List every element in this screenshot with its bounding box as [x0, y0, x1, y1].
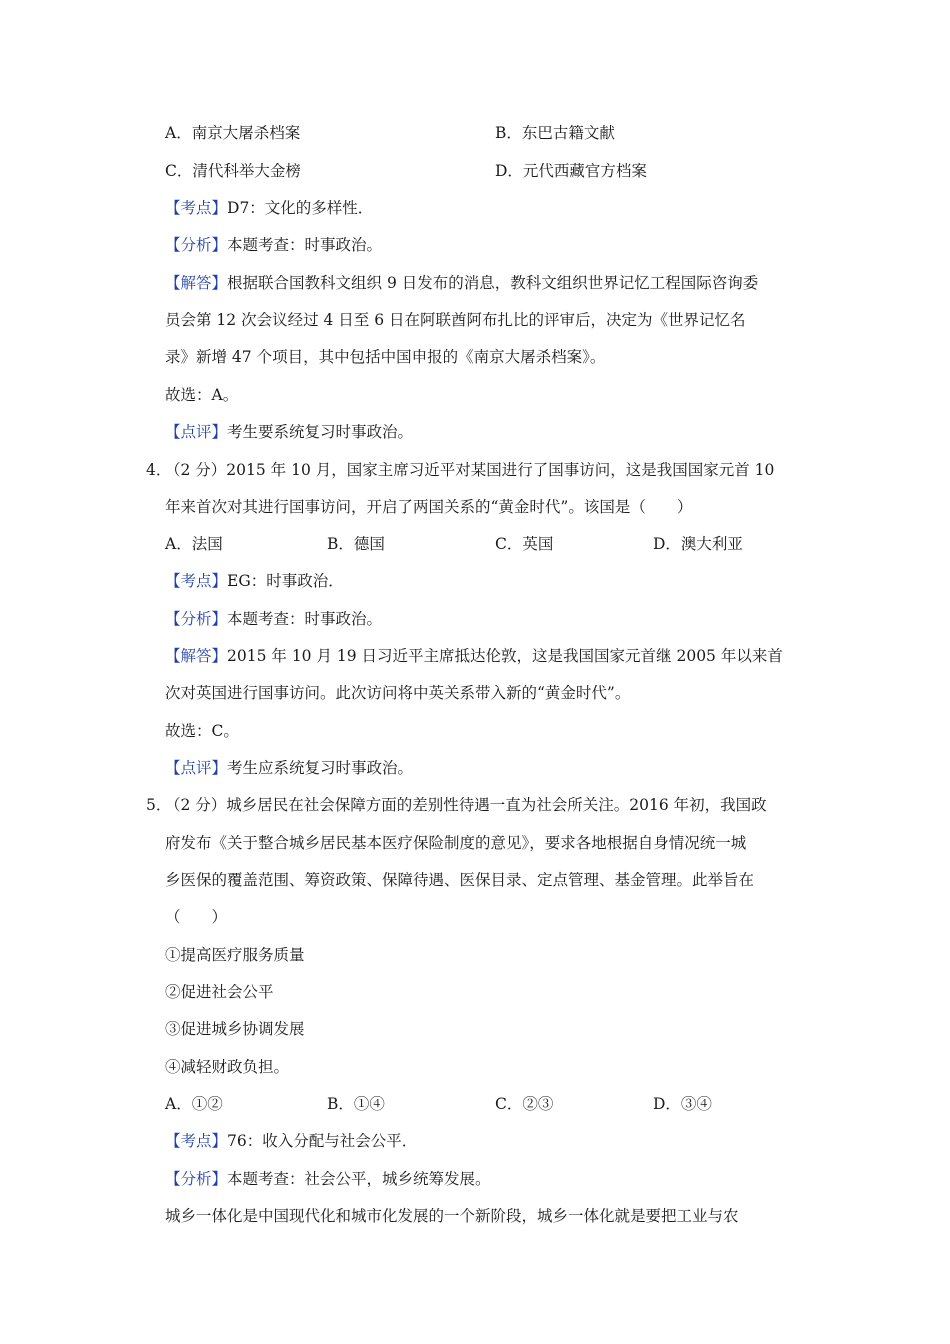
q4-fenxi	[165, 608, 382, 630]
dianping-text: 考生要系统复习时事政治。	[227, 423, 414, 441]
q5-stem-line-3: 乡医保的覆盖范围、筹资政策、保障待遇、医保目录、定点管理、基金管理。此举旨在	[165, 871, 755, 889]
q4-jieda-line-1	[165, 645, 783, 667]
q3-answer: 故选：A。	[165, 386, 239, 404]
q5-number: 5．	[146, 796, 172, 814]
q4-stem-line-2: 年来首次对其进行国事访问，开启了两国关系的“黄金时代”。该国是（ ）	[165, 498, 693, 516]
q4-option-d: D．澳大利亚	[653, 535, 743, 553]
q3-option-a: A．南京大屠杀档案	[165, 124, 301, 142]
kaodian-text: 76：收入分配与社会公平．	[227, 1132, 418, 1150]
q4-dianping	[165, 757, 413, 779]
q3-fenxi	[165, 234, 382, 256]
kaodian-tag: 【考点】	[165, 1132, 228, 1150]
kaodian-tag: 【考点】	[165, 199, 228, 217]
q5-option-d: D．③④	[653, 1095, 712, 1113]
q5-analysis-line: 城乡一体化是中国现代化和城市化发展的一个新阶段，城乡一体化就是要把工业与农	[165, 1207, 739, 1225]
q5-option-a: A．①②	[165, 1095, 223, 1113]
q4-number: 4．	[146, 461, 172, 479]
dianping-text: 考生应系统复习时事政治。	[227, 759, 414, 777]
q5-option-b: B．①④	[327, 1095, 385, 1113]
fenxi-text: 本题考查：社会公平，城乡统筹发展。	[227, 1170, 491, 1188]
q3-option-c: C．清代科举大金榜	[165, 162, 301, 180]
q5-kaodian	[165, 1130, 417, 1152]
jieda-text: 根据联合国教科文组织 9 日发布的消息，教科文组织世界记忆工程国际咨询委	[227, 274, 759, 292]
q3-option-b: B．东巴古籍文献	[495, 124, 615, 142]
fenxi-text: 本题考查：时事政治。	[227, 610, 383, 628]
q3-dianping	[165, 421, 413, 443]
kaodian-text: D7：文化的多样性．	[227, 199, 374, 217]
q4-option-c: C．英国	[495, 535, 554, 553]
q3-jieda-line-2: 员会第 12 次会议经过 4 日至 6 日在阿联酋阿布扎比的评审后，决定为《世界记忆名	[165, 311, 746, 329]
q4-stem-line-1: （2 分）2015 年 10 月，国家主席习近平对某国进行了国事访问，这是我国国家元首 10	[165, 461, 775, 479]
q4-answer: 故选：C。	[165, 722, 239, 740]
fenxi-text: 本题考查：时事政治。	[227, 236, 383, 254]
kaodian-text: EG：时事政治．	[227, 572, 344, 590]
jieda-tag: 【解答】	[165, 274, 228, 292]
dianping-tag: 【点评】	[165, 759, 228, 777]
q5-stem-line-2: 府发布《关于整合城乡居民基本医疗保险制度的意见》，要求各地根据自身情况统一城	[165, 834, 747, 852]
jieda-text: 2015 年 10 月 19 日习近平主席抵达伦敦，这是我国国家元首继 2005 年以来首	[227, 647, 783, 665]
q5-stem-line-4: （ ）	[165, 908, 228, 926]
fenxi-tag: 【分析】	[165, 236, 228, 254]
q3-jieda-line-1	[165, 272, 758, 294]
q4-option-a: A．法国	[165, 535, 223, 553]
q5-item-2: ②促进社会公平	[165, 983, 274, 1001]
kaodian-tag: 【考点】	[165, 572, 228, 590]
q5-item-3: ③促进城乡协调发展	[165, 1020, 305, 1038]
q4-option-b: B．德国	[327, 535, 385, 553]
q4-jieda-line-2: 次对英国进行国事访问。此次访问将中英关系带入新的“黄金时代”。	[165, 684, 631, 702]
q3-kaodian	[165, 197, 373, 219]
q5-fenxi	[165, 1168, 491, 1190]
q5-item-4: ④减轻财政负担。	[165, 1058, 290, 1076]
fenxi-tag: 【分析】	[165, 610, 228, 628]
q4-kaodian	[165, 570, 344, 592]
q5-item-1: ①提高医疗服务质量	[165, 946, 305, 964]
q3-option-d: D．元代西藏官方档案	[495, 162, 647, 180]
q5-option-c: C．②③	[495, 1095, 554, 1113]
dianping-tag: 【点评】	[165, 423, 228, 441]
jieda-tag: 【解答】	[165, 647, 228, 665]
fenxi-tag: 【分析】	[165, 1170, 228, 1188]
q5-stem-line-1: （2 分）城乡居民在社会保障方面的差别性待遇一直为社会所关注。2016 年初，我国政	[165, 796, 767, 814]
q3-jieda-line-3: 录》新增 47 个项目，其中包括中国申报的《南京大屠杀档案》。	[165, 348, 606, 366]
